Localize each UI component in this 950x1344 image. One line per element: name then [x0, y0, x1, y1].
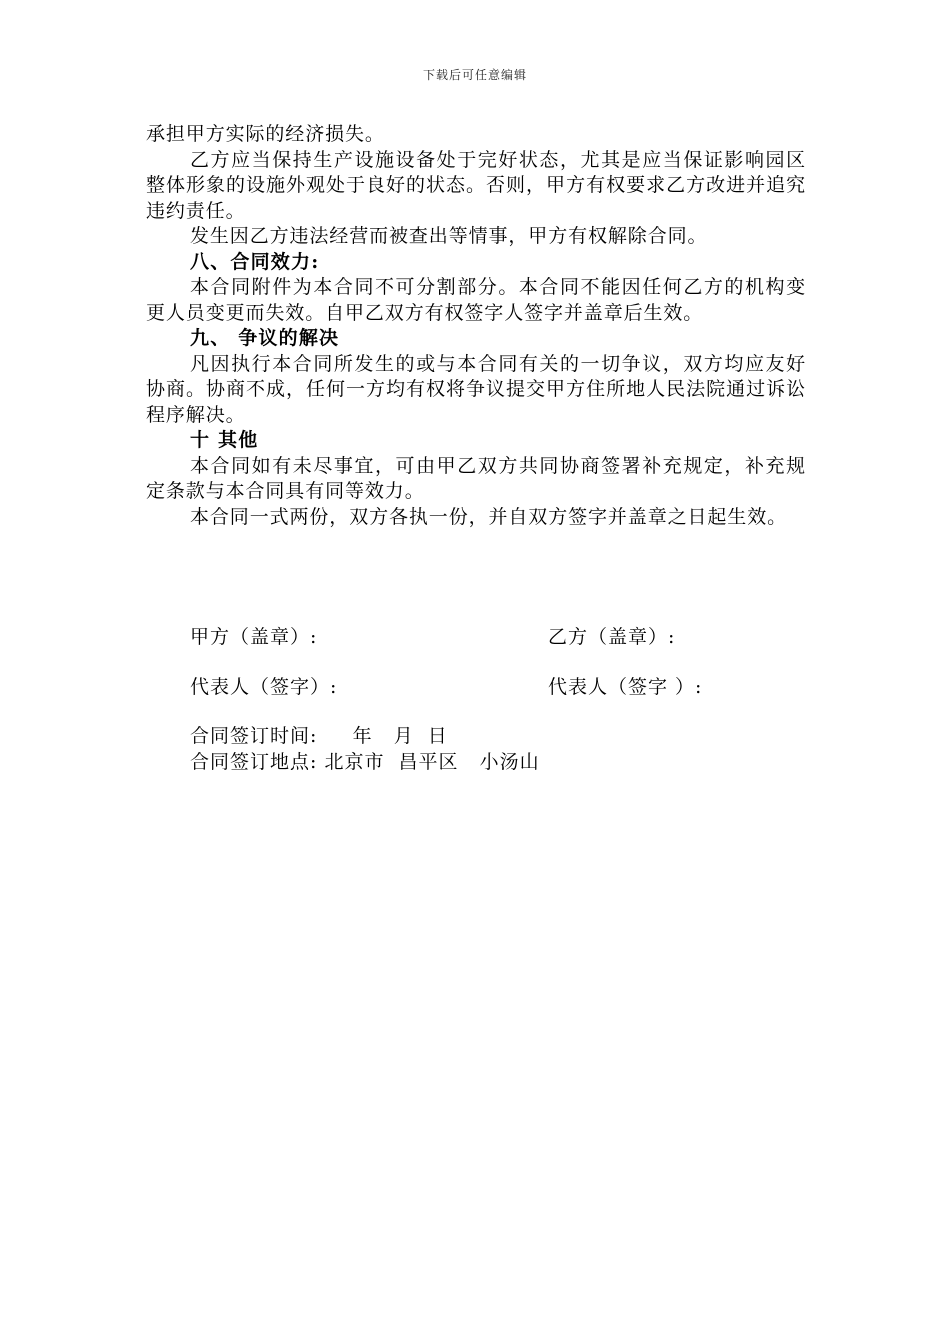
- page-header-note: 下载后可任意编辑: [422, 68, 527, 82]
- party-a-rep-label: 代表人（签字）:: [190, 676, 338, 698]
- paragraph-termination: 发生因乙方违法经营而被查出等情事，甲方有权解除合同。: [190, 225, 708, 247]
- paragraph-maintenance: 乙方应当保持生产设施设备处于完好状态，尤其是应当保证影响园区整体形象的设施外观处于良好的状态。否则，甲方有权要求乙方改进并追究违约责任。: [146, 148, 806, 222]
- party-b-seal-label: 乙方（盖章）:: [548, 626, 676, 648]
- paragraph-loss: 承担甲方实际的经济损失。: [146, 123, 385, 145]
- sign-date-label: 合同签订时间: 年 月 日: [190, 725, 448, 747]
- party-a-seal-label: 甲方（盖章）:: [190, 626, 318, 648]
- sign-place-label: 合同签订地点: 北京市 昌平区 小汤山: [190, 751, 540, 773]
- paragraph-supplement: 本合同如有未尽事宜，可由甲乙双方共同协商签署补充规定，补充规定条款与本合同具有同等效力。: [146, 454, 806, 502]
- section-heading-10: 十 其他: [190, 429, 259, 451]
- paragraph-copies: 本合同一式两份，双方各执一份，并自双方签字并盖章之日起生效。: [190, 505, 788, 528]
- paragraph-validity: 本合同附件为本合同不可分割部分。本合同不能因任何乙方的机构变更人员变更而失效。自甲乙双方有权签字人签字并盖章后生效。: [146, 276, 806, 324]
- contract-body: [146, 122, 806, 530]
- section-heading-8: 八、合同效力:: [190, 250, 320, 273]
- paragraph-dispute: 凡因执行本合同所发生的或与本合同有关的一切争议，双方均应友好协商。协商不成，任何一方均有权将争议提交甲方住所地人民法院通过诉讼程序解决。: [146, 352, 806, 426]
- party-b-rep-label: 代表人（签字 ）:: [548, 676, 703, 698]
- section-heading-9: 九、 争议的解决: [190, 327, 340, 349]
